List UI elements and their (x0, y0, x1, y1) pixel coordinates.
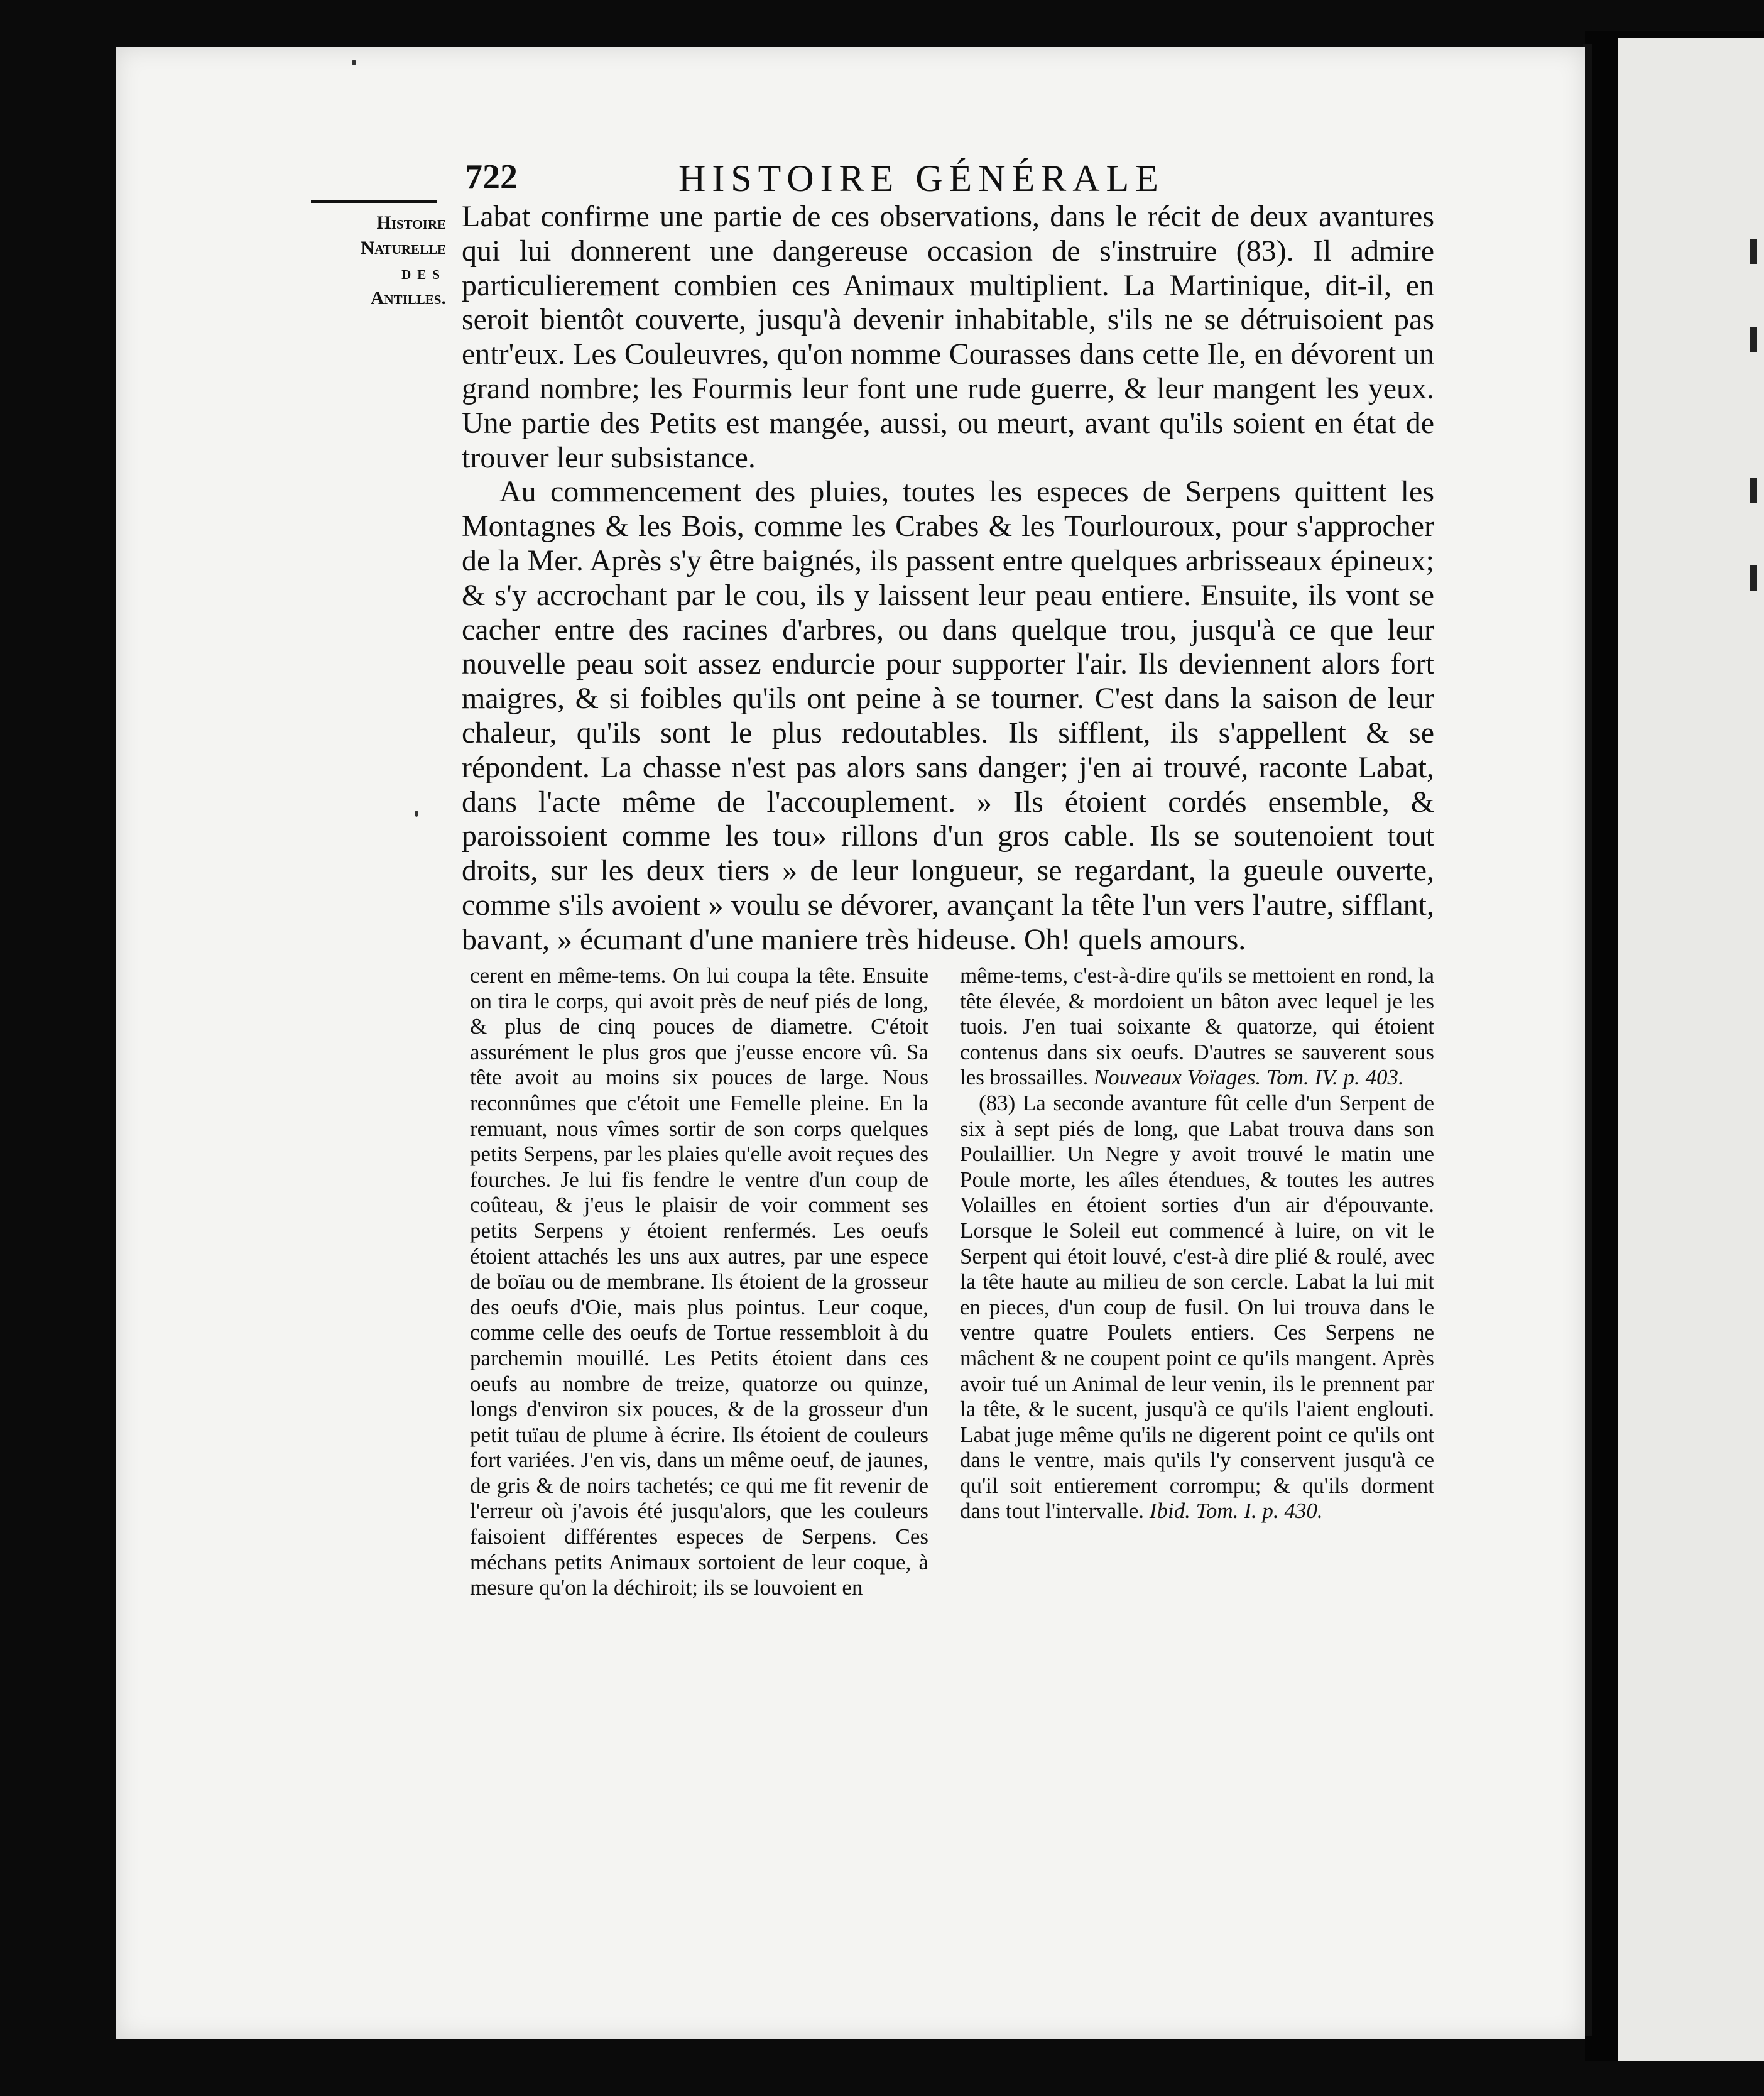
paragraph: Au commencement des pluies, toutes les especes de Serpens quittent les Montagnes & les Bois, comme les Crabes & les Tourlouroux, pour s'approcher de la Mer. Après s'y être baignés, ils passent entre quelques arbrisseaux épineux; & s'y accrochant par le cou, ils y laissent leur peau entiere. Ensuite, ils vont se cacher entre des racines d'arbres, ou dans quelque trou, jusqu'à ce que leur nouvelle peau soit assez endurcie pour supporter l'air. Ils deviennent alors fort maigres, & si foibles qu'ils ont peine à se tourner. C'est dans la saison de leur chaleur, qu'ils sont le plus redoutables. Ils sifflent, ils s'appellent & se répondent. La chasse n'est pas alors sans danger; j'en ai trouvé, raconte Labat, dans l'acte même de l'accouplement. » Ils étoient cordés ensemble, & paroissoient comme les tou» rillons d'un gros cable. Ils se soutenoient tout droits, sur les deux tiers » de leur longueur, se regardant, la gueule ouverte, comme s'ils avoient » voulu se dévorer, avançant la tête l'un vers l'autre, sifflant, bavant, » écumant d'une maniere très hideuse. Oh! quels amours. (462, 475, 1434, 956)
scan-speck (352, 60, 356, 65)
page-number: 722 (465, 158, 518, 197)
margin-rule (311, 200, 437, 203)
margin-note-line: Histoire (376, 212, 446, 233)
footnote-text (960, 963, 1434, 1091)
margin-note (295, 210, 446, 311)
facing-page-mark (1750, 327, 1757, 352)
margin-note-line: Naturelle (361, 237, 446, 258)
footnote-continuation: même-tems, c'est-à-dire qu'ils se mettoient en rond, la tête élevée, & mordoient un bâton avec lequel je les tuois. J'en tuai soixante & quatorze, qui étoient contenus dans six oeufs. D'autres se sauverent sous les brossailles. (960, 963, 1434, 1090)
scan-speck (415, 811, 418, 817)
footnote-column-left (470, 963, 928, 1601)
footnote-text (960, 1091, 1434, 1524)
main-text (462, 200, 1434, 958)
facing-page-mark (1750, 478, 1757, 503)
footnote-text: cerent en même-tems. On lui coupa la tête. Ensuite on tira le corps, qui avoit près de neuf piés de long, & plus de cinq pouces de diametre. C'étoit assurément le plus gros que j'eusse encore vû. Sa tête avoit au moins six pouces de large. Nous reconnûmes que c'étoit une Femelle pleine. En la remuant, nous vîmes sortir de son corps quelques petits Serpens, par les plaies qu'elle avoit reçues des fourches. Je lui fis fendre le ventre d'un coup de coûteau, & j'eus le plaisir de voir comment ses petits Serpens y étoient renfermés. Les oeufs étoient attachés les uns aux autres, par une espece de boïau ou de membrane. Ils étoient de la grosseur des oeufs d'Oie, mais plus pointus. Leur coque, comme celle des oeufs de Tortue ressembloit à du parchemin mouillé. Les Petits étoient dans ces oeufs au nombre de treize, quatorze ou quinze, longs d'environ six pouces, & de la grosseur d'un petit tuïau de plume à écrire. Ils étoient de couleurs fort variées. J'en vis, dans un même oeuf, de jaunes, de gris & de noirs tachetés; ce qui me fit revenir de l'erreur où j'avois été jusqu'alors, que les couleurs faisoient différentes especes de Serpens. Ces méchans petits Animaux sortoient de leur coque, à mesure qu'on la déchiroit; ils se louvoient en (470, 963, 928, 1600)
facing-page-mark (1750, 239, 1757, 264)
footnote-citation: Nouveaux Voïages. Tom. IV. p. 403. (1093, 1065, 1404, 1090)
facing-page-mark (1750, 565, 1757, 591)
footnote-83: (83) La seconde avanture fût celle d'un Serpent de six à sept piés de long, que Labat trouva dans son Poulaillier. Un Negre y avoit trouvé le matin une Poule morte, les aîles étendues, & toutes les autres Volailles en étoient sorties d'un air d'épouvante. Lorsque le Soleil eut commencé à luire, on vit le Serpent qui étoit louvé, c'est-à dire plié & roulé, avec la tête haute au milieu de son cercle. Labat la lui mit en pieces, d'un coup de fusil. On lui trouva dans le ventre quatre Poulets entiers. Ces Serpens ne mâchent & ne coupent point ce qu'ils mangent. Après avoir tué un Animal de leur venin, ils le prennent par la tête, & le sucent, jusqu'à ce qu'ils l'aient englouti. Labat juge même qu'ils ne digerent point ce qu'ils ont dans le ventre, mais qu'ils l'y conservent jusqu'à ce qu'il soit entierement corrompu; & qu'ils dorment dans tout l'intervalle. (960, 1090, 1434, 1524)
footnote-citation: Ibid. Tom. I. p. 430. (1149, 1498, 1323, 1524)
running-title: HISTOIRE GÉNÉRALE (678, 158, 1165, 199)
facing-page-edge (1618, 38, 1764, 2061)
footnote-column-right (960, 963, 1434, 1524)
paragraph: Labat confirme une partie de ces observations, dans le récit de deux avantures qui lui donnerent une dangereuse occasion de s'instruire (83). Il admire particulierement combien ces Animaux multiplient. La Martinique, dit-il, en seroit bientôt couverte, jusqu'à devenir inhabitable, s'ils ne se détruisoient pas entr'eux. Les Couleuvres, qu'on nomme Courasses dans cette Ile, en dévorent un grand nombre; les Fourmis leur font une rude guerre, & leur mangent les yeux. Une partie des Petits est mangée, aussi, ou meurt, avant qu'ils soient en état de trouver leur subsistance. (462, 200, 1434, 474)
margin-note-line: des (401, 263, 446, 283)
margin-note-line: Antilles. (370, 288, 446, 308)
